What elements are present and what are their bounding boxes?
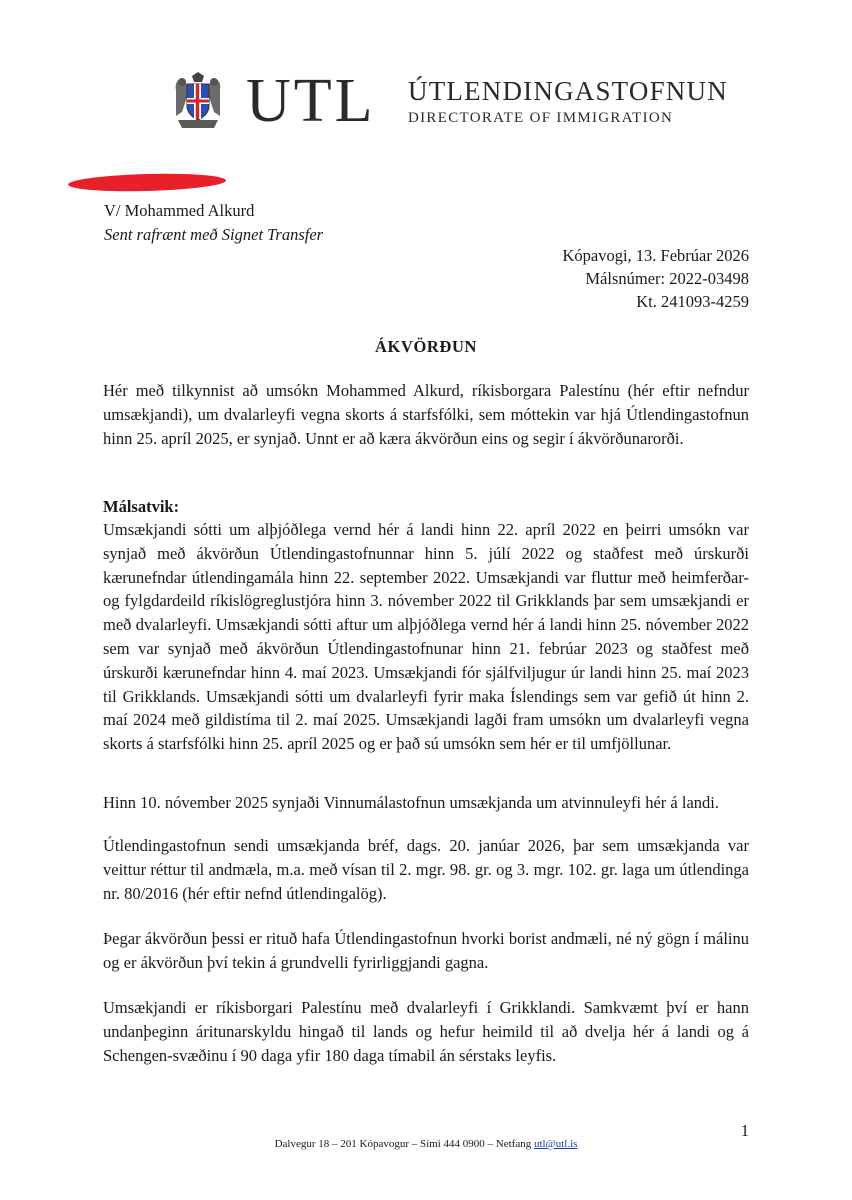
agency-name: ÚTLENDINGASTOFNUN bbox=[408, 76, 728, 106]
facts-paragraph: Umsækjandi sótti um alþjóðlega vernd hér á landi hinn 22. apríl 2022 en þeirri umsókn var synjað með ákvörðun Útlendingastofnunnar hinn 5. júlí 2022 og staðfest með úrskurði kærunefndar útlendingamála hinn 22. september 2022. Umsækjandi var fluttur með heimferðar- og fylgdardeild ríkislögreglustjóra hinn 3. nóvember 2022 til Grikklands þar sem umsækjandi er með dvalarleyfi. Umsækjandi sótti aftur um alþjóðlega vernd hér á landi hinn 25. nóvember 2022 sem var synjað með ákvörðun Útlendingastofnunar hinn 21. febrúar 2023 og staðfest með úrskurði kærunefndar hinn 4. maí 2023. Umsækjandi fór sjálfviljugur úr landi hinn 25. maí 2023 til Grikklands. Umsækjandi sótti um dvalarleyfi fyrir maka Íslendings sem var gefið út hinn 2. maí 2024 með gildistíma til 2. maí 2025. Umsækjandi lagði fram umsókn um dvalarleyfi vegna skorts á starfsfólki hinn 25. apríl 2025 og er það sú umsókn sem hér er til umfjöllunar. bbox=[103, 520, 749, 754]
date-line: Kópavogi, 13. Febrúar 2026 bbox=[562, 246, 749, 265]
no-response-paragraph: Þegar ákvörðun þessi er rituð hafa Útlendingastofnun hvorki borist andmæli, né ný gögn í málinu og er ákvörðun því tekin á grundvelli fyrirliggjandi gagna. bbox=[103, 929, 749, 972]
logo-wordmark: UTL bbox=[246, 67, 376, 135]
footer bbox=[0, 1138, 852, 1150]
intro-paragraph: Hér með tilkynnist að umsókn Mohammed Alkurd, ríkisborgara Palestínu (hér eftir nefndur umsækjandi), um dvalarleyfi vegna skorts á starfsfólki, sem móttekin var hjá Útlendingastofnun hinn 25. apríl 2025, er synjað. Unnt er að kæra ákvörðun eins og segir í ákvörðunarorði. bbox=[103, 381, 749, 448]
id-number: Kt. 241093-4259 bbox=[636, 292, 749, 311]
page-number: 1 bbox=[740, 1121, 749, 1140]
work-permit-paragraph: Hinn 10. nóvember 2025 synjaði Vinnumálastofnun umsækjanda um atvinnuleyfi hér á landi. bbox=[103, 793, 719, 812]
document-title: ÁKVÖRÐUN bbox=[375, 337, 477, 356]
footer-address: Dalvegur 18 – 201 Kópavogur – Sími 444 0900 – Netfang bbox=[274, 1138, 532, 1150]
addressee: V/ Mohammed Alkurd bbox=[104, 201, 255, 220]
agency-name-english: DIRECTORATE OF IMMIGRATION bbox=[408, 110, 674, 126]
status-paragraph: Umsækjandi er ríkisborgari Palestínu með dvalarleyfi í Grikklandi. Samkvæmt því er hann undanþeginn áritunarskyldu hingað til lands og hefur heimild til að dvelja hér á landi og á Schengen-svæðinu í 90 daga yfir 180 daga tímabil án sérstaks leyfis. bbox=[103, 998, 749, 1065]
section-heading: Málsatvik: bbox=[103, 497, 180, 516]
case-number: Málsnúmer: 2022-03498 bbox=[585, 269, 749, 288]
redaction-mark bbox=[68, 172, 226, 193]
footer-email-link[interactable]: utl@utl.is bbox=[533, 1138, 578, 1150]
delivery-note: Sent rafrænt með Signet Transfer bbox=[104, 225, 324, 244]
coat-of-arms-icon bbox=[172, 72, 224, 130]
letter-paragraph: Útlendingastofnun sendi umsækjanda bréf, dags. 20. janúar 2026, þar sem umsækjanda var veittur réttur til andmæla, m.a. með vísan til 2. mgr. 98. gr. og 3. mgr. 102. gr. laga um útlendinga nr. 80/2016 (hér eftir nefnd útlendingalög). bbox=[103, 836, 749, 903]
